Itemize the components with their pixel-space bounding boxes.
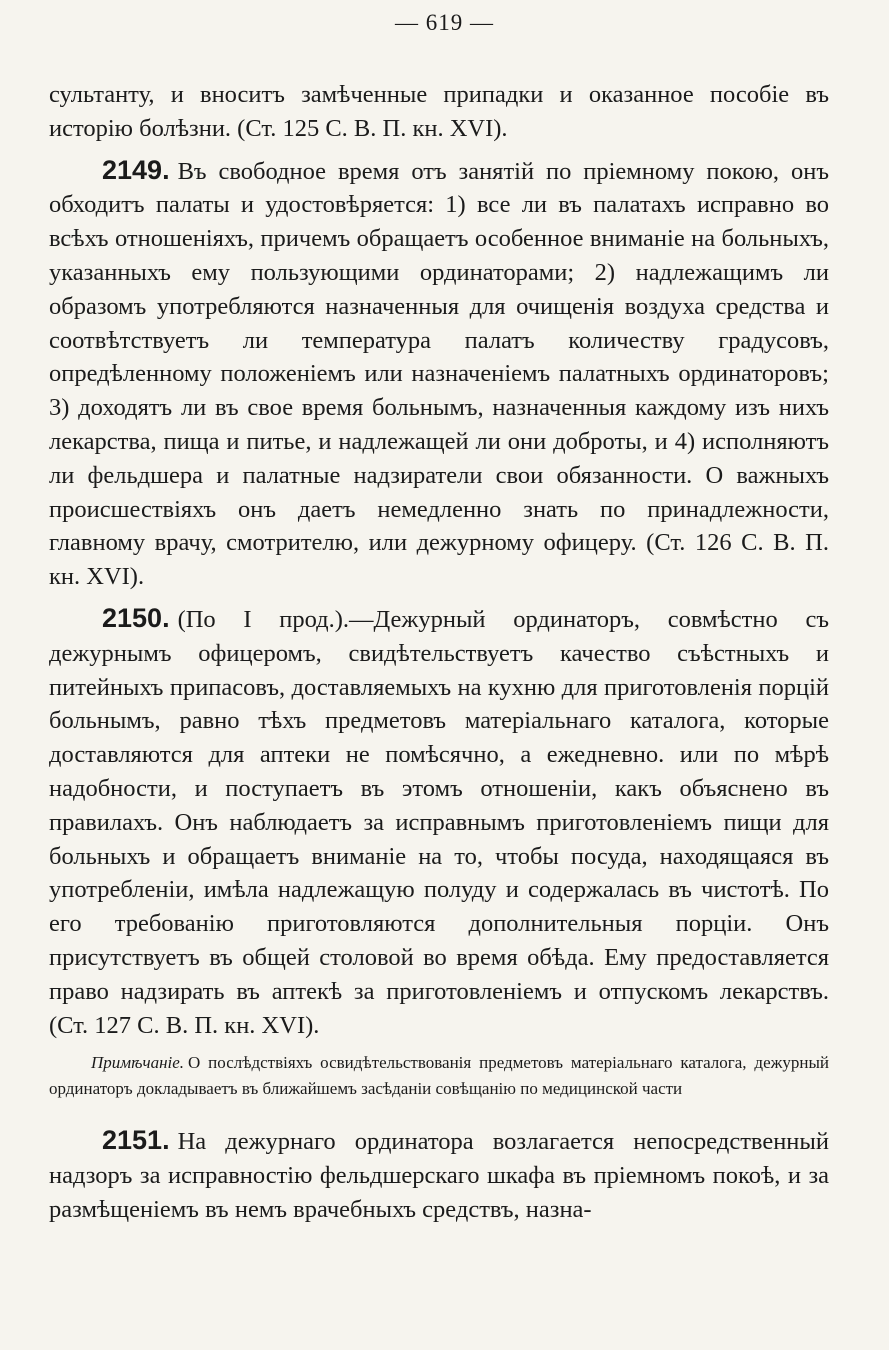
remark-label: Примѣчаніе. bbox=[91, 1053, 185, 1073]
article-text: (По I прод.).—Дежурный ординаторъ, совмѣстно съ дежурнымъ офицеромъ, свидѣтельствуетъ качество съѣстныхъ и питейныхъ припасовъ, доставляемыхъ на кухню для приготовленія порцій больнымъ, равно тѣхъ предметовъ матеріальнаго каталога, которые доставляются для аптеки не помѣсячно, а ежедневно. или по мѣрѣ надобности, и поступаетъ въ этомъ отношеніи, какъ объяснено въ правилахъ. Онъ наблюдаетъ за исправнымъ приготовленіемъ пищи для больныхъ и обращаетъ вниманіе на то, чтобы посуда, находящаяся въ употребленіи, имѣла надлежащую полуду и содержалась въ чистотѣ. По его требованію приготовляются дополнительныя порціи. Онъ присутствуетъ въ общей столовой во время обѣда. Ему предоставляется право надзирать въ аптекѣ за приготовленіемъ и отпускомъ лекарствъ. (Ст. 127 С. В. П. кн. XVI). bbox=[49, 605, 829, 1039]
page-number: — 619 — bbox=[395, 10, 494, 35]
article-number: 2150. bbox=[102, 602, 170, 633]
remark-text: О послѣдствіяхъ освидѣтельствованія предметовъ матеріальнаго каталога, дежурный ординаторъ докладываетъ въ ближайшемъ засѣданіи совѣщанію по медицинской части bbox=[49, 1053, 829, 1099]
footnote-remark bbox=[49, 1050, 829, 1102]
article-2150 bbox=[49, 602, 829, 1042]
page-body bbox=[49, 78, 829, 1227]
paragraph-continuation bbox=[49, 78, 829, 146]
article-2151 bbox=[49, 1124, 829, 1226]
article-text: Въ свободное время отъ занятій по пріемному покою, онъ обходитъ палаты и удостовѣряется: 1) все ли въ палатахъ исправно во всѣхъ отношеніяхъ, причемъ обращаетъ особенное вниманіе на больныхъ, указанныхъ ему пользующими ординаторами; 2) надлежащимъ ли образомъ употребляются назначенныя для очищенія воздуха средства и соотвѣтствуетъ ли температура палатъ количеству градусовъ, опредѣленному положеніемъ или назначеніемъ палатныхъ ординаторовъ; 3) доходятъ ли въ свое время больнымъ, назначенныя каждому изъ нихъ лекарства, пища и питье, и надлежащей ли они доброты, и 4) исполняютъ ли фельдшера и палатные надзиратели свои обязанности. О важныхъ происшествіяхъ онъ даетъ немедленно знать по принадлежности, главному врачу, смотрителю, или дежурному офицеру. (Ст. 126 С. В. П. кн. XVI). bbox=[49, 157, 829, 591]
article-number: 2149. bbox=[102, 154, 170, 185]
spacer bbox=[49, 1102, 829, 1124]
paragraph-text: сультанту, и вноситъ замѣченные припадки и оказанное пособіе въ исторію болѣзни. (Ст. 125 С. В. П. кн. XVI). bbox=[49, 81, 829, 142]
article-text: На дежурнаго ординатора возлагается непосредственный надзоръ за исправностію фельдшерскаго шкафа въ пріемномъ покоѣ, и за размѣщеніемъ въ немъ врачебныхъ средствъ, назна- bbox=[49, 1128, 829, 1223]
article-number: 2151. bbox=[102, 1125, 170, 1156]
article-2149 bbox=[49, 154, 829, 594]
